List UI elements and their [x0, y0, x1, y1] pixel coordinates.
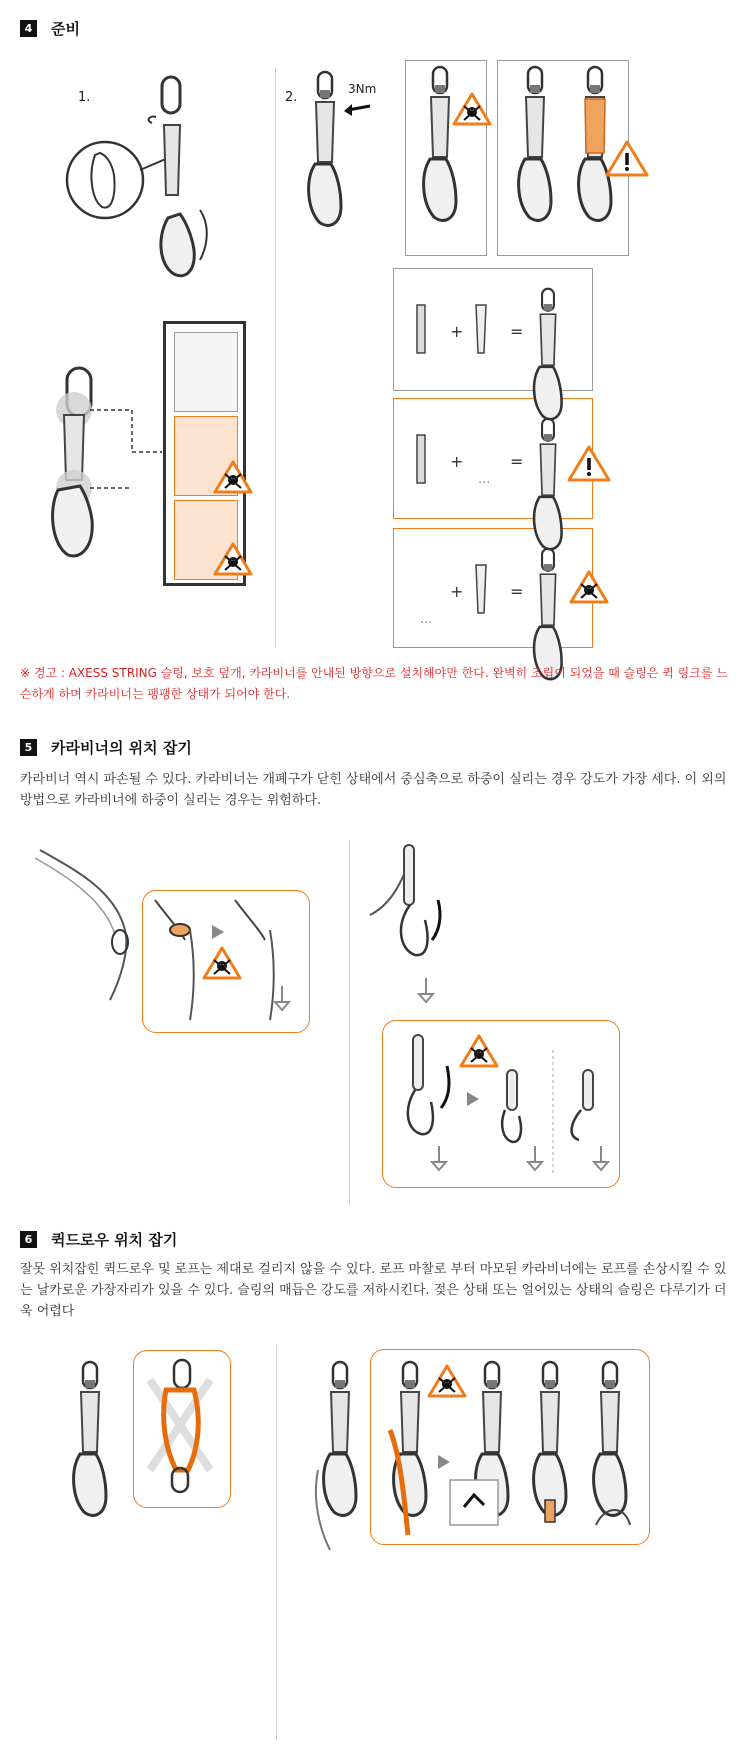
carabiner-broken-illustration: [230, 900, 300, 1020]
section-title: 카라비너의 위치 잡기: [51, 739, 192, 757]
section-number: 5: [20, 739, 37, 756]
step1-assembly-illustration: [60, 65, 260, 285]
assembled-quickdraw: [548, 485, 588, 525]
torque-value: 3Nm: [348, 82, 377, 96]
sling-detail-correct: [174, 332, 238, 412]
step2-torque-illustration: [325, 150, 385, 270]
section-4-heading: [20, 18, 80, 39]
quickdraw-rope-hazards-illustration: [380, 1355, 640, 1540]
missing-part-ellipsis: ...: [420, 612, 433, 627]
section-title: 퀵드로우 위치 잡기: [51, 1231, 178, 1249]
section-number: 4: [20, 20, 37, 37]
plus-sign: +: [450, 582, 464, 601]
column-divider: [275, 68, 276, 648]
assembled-quickdraw: [548, 615, 588, 655]
section-6-heading: [20, 1229, 177, 1250]
danger-skull-icon: [589, 588, 629, 622]
plus-sign: +: [450, 322, 464, 341]
danger-skull-icon: [233, 560, 273, 594]
section-title: 준비: [51, 20, 80, 38]
sleeve-part: [472, 565, 492, 620]
equals-sign: =: [510, 582, 524, 601]
column-divider: [349, 840, 350, 1205]
caution-exclamation-icon: [589, 465, 633, 501]
warning-text: ※ 경고 : AXESS STRING 슬링, 보호 덮개, 카라비너를 안내된 방향으로 설치해야만 한다. 완벽히 조립이 되었을 때 슬링은 퀵 링크를 느슨하게 하며 카라비너는 팽팽한 상태가 되어야 한다.: [20, 666, 728, 701]
carabiner-cross-load-illustration: [395, 1030, 615, 1180]
danger-skull-icon: [233, 478, 273, 512]
step-2-label: 2.: [285, 90, 298, 105]
quickdraw-locked-illustration: [440, 145, 500, 265]
section-number: 6: [20, 1231, 37, 1248]
arrow-right-icon: [212, 925, 226, 939]
carabiner-loading-illustration: [35, 850, 145, 1010]
sling-part: [417, 305, 427, 355]
missing-part-ellipsis: ...: [478, 472, 491, 487]
arrow-icon: [342, 100, 382, 120]
quickdraw-twisted-illustration: [150, 1360, 220, 1500]
step-1-label: 1.: [78, 90, 91, 105]
section-5-heading: [20, 737, 192, 758]
step1-sling-orientation-illustration: [50, 360, 170, 570]
section-5-body: 카라비너 역시 파손될 수 있다. 카라비너는 개폐구가 닫힌 상태에서 중심축으로 하중이 실리는 경우 강도가 가장 세다. 이 외의 방법으로 카라비너에 하중이 실리는 경우는 위험하다.: [20, 772, 727, 808]
equals-sign: =: [510, 322, 524, 341]
sleeve-part: [472, 305, 492, 360]
plus-sign: +: [450, 452, 464, 471]
sling-part: [417, 435, 427, 485]
caution-exclamation-icon: [627, 160, 671, 196]
carabiner-gate-load-illustration: [150, 900, 210, 1020]
equals-sign: =: [510, 452, 524, 471]
assembled-quickdraw: [548, 355, 588, 395]
column-divider: [276, 1345, 277, 1740]
carabiner-hand-illustration: [370, 845, 470, 1005]
section-6-body: 잘못 위치잡힌 퀵드로우 및 로프는 제대로 걸리지 않을 수 있다. 로프 마찰로 부터 마모된 카라비너에는 로프를 손상시킬 수 있는 날카로운 가장자리가 있을 수 있다. 슬링의 매듭은 강도를 저하시킨다. 젖은 상태 또는 얼어있는 상태의 슬링은 다루기가 더욱 어렵다: [20, 1262, 727, 1319]
